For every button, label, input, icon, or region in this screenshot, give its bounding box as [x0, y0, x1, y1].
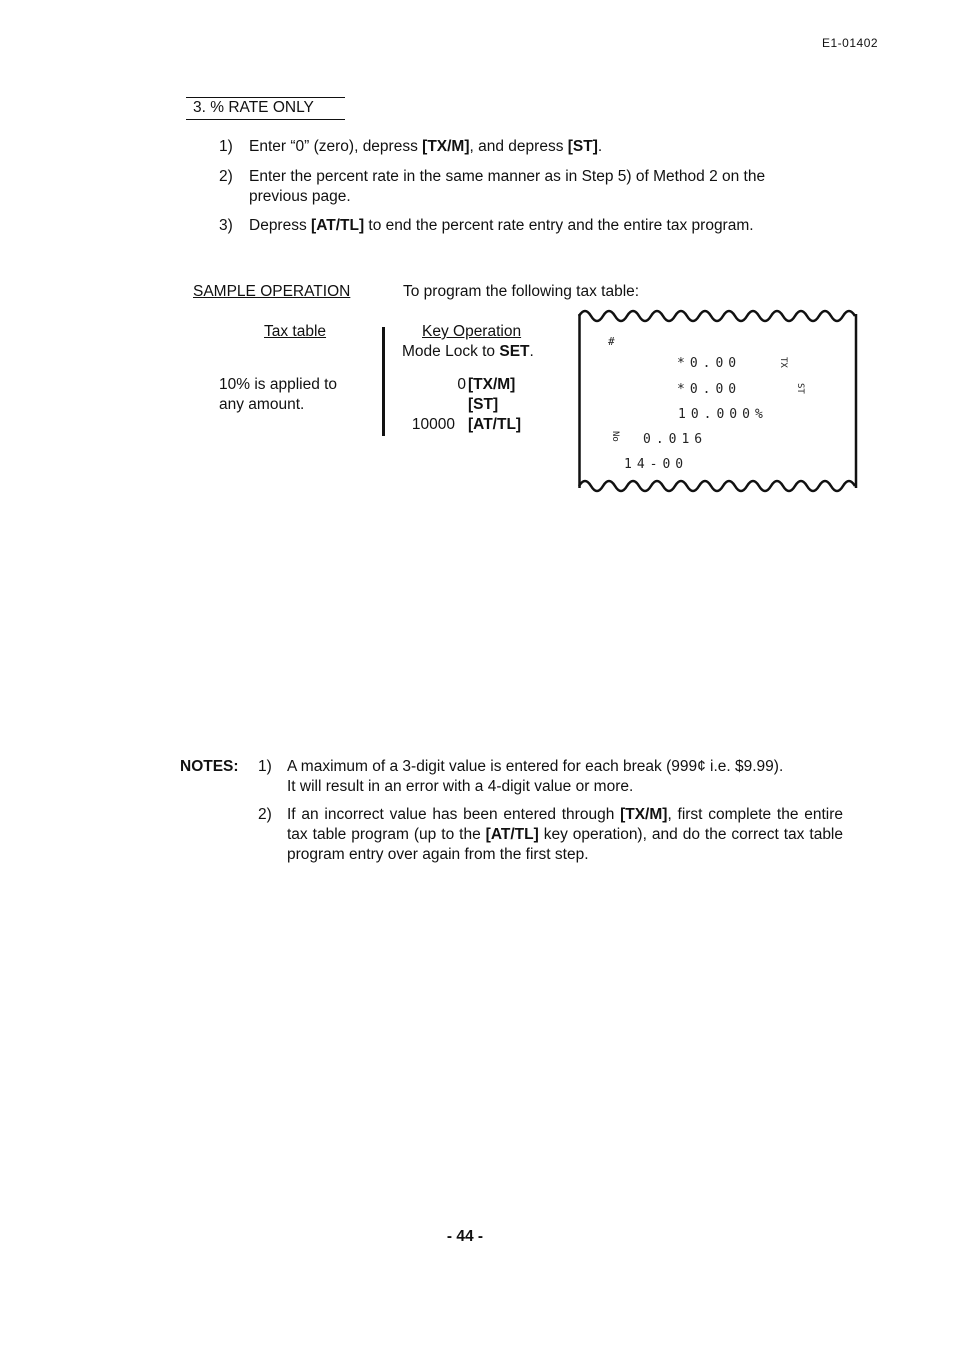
key-value-1: 0 [457, 376, 466, 393]
step-text: Enter the percent rate in the same manner as in Step 5) of Method 2 on the previous page. [249, 168, 766, 205]
at-tl-key: [AT/TL] [311, 217, 365, 234]
sample-operation-label: SAMPLE OPERATION [193, 283, 351, 300]
note-1 [0, 757, 900, 797]
key-operation-heading: Key Operation [422, 323, 522, 340]
note-number: 1) [258, 758, 272, 775]
tx-m-key: [TX/M] [620, 806, 668, 823]
document-id: E1-01402 [822, 36, 879, 50]
key-2: [ST] [468, 396, 499, 413]
step-text: Depress [AT/TL] to end the percent rate entry and the entire tax program. [249, 217, 754, 234]
receipt-line-5: 14-00 [624, 457, 689, 472]
tax-table-description: 10% is applied to any amount. [219, 376, 338, 413]
key-3: [AT/TL] [468, 416, 522, 433]
column-divider [382, 327, 385, 436]
receipt-hash: # [608, 335, 615, 348]
st-key: [ST] [567, 138, 598, 155]
note-number: 2) [258, 806, 272, 823]
mode-lock-instruction: Mode Lock to SET. [402, 343, 534, 360]
key-value-3: 10000 [411, 416, 455, 433]
section-title: 3. % RATE ONLY [186, 97, 345, 120]
step-number: 2) [219, 168, 233, 185]
notes-label: NOTES: [180, 758, 239, 775]
note-2 [0, 805, 900, 867]
receipt-line-4: 0.016 [643, 432, 708, 447]
receipt-no-symbol: No [610, 431, 620, 442]
page-number: - 44 - [446, 1228, 484, 1245]
tax-table-heading: Tax table [264, 323, 327, 340]
sample-intro: To program the following tax table: [403, 283, 640, 300]
key-1: [TX/M] [468, 376, 516, 393]
receipt-st-symbol: ST [795, 383, 805, 394]
note-text: If an incorrect value has been entered through [TX/M], first complete the entire tax table program (up to the [AT/TL] key operation), and do the correct tax table program entry over again from the first step. [287, 806, 844, 863]
step-number: 1) [219, 138, 233, 155]
receipt-printout [578, 308, 858, 494]
note-text: A maximum of a 3-digit value is entered for each break (999¢ i.e. $9.99). It will result in an error with a 4-digit value or more. [287, 758, 784, 795]
at-tl-key: [AT/TL] [485, 826, 539, 843]
receipt-outline [578, 308, 858, 494]
step-number: 3) [219, 217, 233, 234]
tx-m-key: [TX/M] [422, 138, 470, 155]
receipt-line-2: *0.00 [677, 382, 742, 397]
receipt-line-1: *0.00 [677, 356, 742, 371]
receipt-line-3: 10.000% [678, 407, 768, 422]
step-text: Enter “0” (zero), depress [TX/M], and depress [ST]. [249, 138, 603, 155]
receipt-tx-symbol: TX [778, 357, 788, 368]
